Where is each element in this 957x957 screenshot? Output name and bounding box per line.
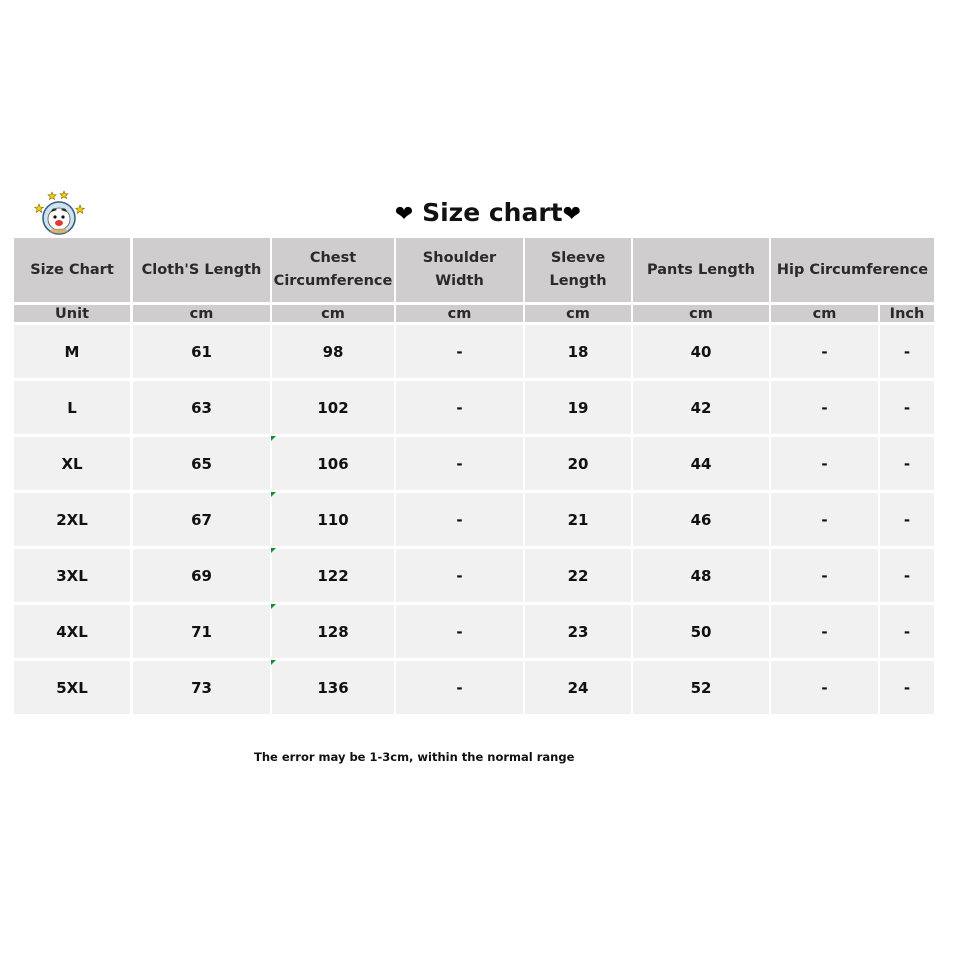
size-cell: M xyxy=(14,325,130,378)
chest-cell: 128 xyxy=(272,605,394,658)
chest-cell: 110 xyxy=(272,493,394,546)
hip-inch-cell: - xyxy=(880,605,934,658)
shoulder-cell: - xyxy=(396,437,523,490)
sleeve-cell: 22 xyxy=(525,549,631,602)
hip-cm-cell: - xyxy=(771,605,878,658)
hip-cm-cell: - xyxy=(771,437,878,490)
unit-shoulder: cm xyxy=(396,305,523,322)
shoulder-cell: - xyxy=(396,325,523,378)
cloth-length-cell: 71 xyxy=(133,605,270,658)
header-pants-length: Pants Length xyxy=(633,238,769,302)
sleeve-cell: 21 xyxy=(525,493,631,546)
chest-cell: 122 xyxy=(272,549,394,602)
cloth-length-cell: 73 xyxy=(133,661,270,714)
shoulder-cell: - xyxy=(396,381,523,434)
sleeve-cell: 18 xyxy=(525,325,631,378)
size-cell: 2XL xyxy=(14,493,130,546)
cloth-length-cell: 67 xyxy=(133,493,270,546)
hip-cm-cell: - xyxy=(771,493,878,546)
pants-cell: 42 xyxy=(633,381,769,434)
hip-inch-cell: - xyxy=(880,325,934,378)
sleeve-cell: 20 xyxy=(525,437,631,490)
unit-cloth-length: cm xyxy=(133,305,270,322)
heart-right-icon: ❤ xyxy=(562,202,582,227)
chest-cell: 98 xyxy=(272,325,394,378)
unit-pants: cm xyxy=(633,305,769,322)
unit-hip-cm: cm xyxy=(771,305,878,322)
mascot-logo-icon xyxy=(30,190,88,236)
cloth-length-cell: 63 xyxy=(133,381,270,434)
unit-hip-inch: Inch xyxy=(880,305,934,322)
hip-cm-cell: - xyxy=(771,381,878,434)
hip-inch-cell: - xyxy=(880,381,934,434)
hip-inch-cell: - xyxy=(880,493,934,546)
hip-inch-cell: - xyxy=(880,549,934,602)
header-chest-circumference: Chest Circumference xyxy=(272,238,394,302)
size-cell: 3XL xyxy=(14,549,130,602)
measurement-note: The error may be 1-3cm, within the normal range xyxy=(254,750,575,764)
shoulder-cell: - xyxy=(396,661,523,714)
chest-cell: 136 xyxy=(272,661,394,714)
pants-cell: 46 xyxy=(633,493,769,546)
header-sleeve-length: Sleeve Length xyxy=(525,238,631,302)
sleeve-cell: 23 xyxy=(525,605,631,658)
header-shoulder-width: Shoulder Width xyxy=(396,238,523,302)
sleeve-cell: 24 xyxy=(525,661,631,714)
pants-cell: 44 xyxy=(633,437,769,490)
hip-cm-cell: - xyxy=(771,549,878,602)
hip-inch-cell: - xyxy=(880,661,934,714)
pants-cell: 40 xyxy=(633,325,769,378)
cell-comment-marker-icon xyxy=(271,548,276,553)
size-cell: L xyxy=(14,381,130,434)
sleeve-cell: 19 xyxy=(525,381,631,434)
pants-cell: 52 xyxy=(633,661,769,714)
shoulder-cell: - xyxy=(396,605,523,658)
cloth-length-cell: 61 xyxy=(133,325,270,378)
header-cloth-length: Cloth'S Length xyxy=(133,238,270,302)
title-text: Size chart xyxy=(422,198,563,227)
page-title xyxy=(300,195,676,231)
cell-comment-marker-icon xyxy=(271,604,276,609)
unit-label: Unit xyxy=(14,305,130,322)
cloth-length-cell: 65 xyxy=(133,437,270,490)
cell-comment-marker-icon xyxy=(271,660,276,665)
header-hip-circumference: Hip Circumference xyxy=(771,238,934,302)
cell-comment-marker-icon xyxy=(271,492,276,497)
shoulder-cell: - xyxy=(396,549,523,602)
cloth-length-cell: 69 xyxy=(133,549,270,602)
chest-cell: 106 xyxy=(272,437,394,490)
cell-comment-marker-icon xyxy=(271,436,276,441)
size-cell: XL xyxy=(14,437,130,490)
header-size-chart: Size Chart xyxy=(14,238,130,302)
hip-cm-cell: - xyxy=(771,325,878,378)
unit-chest: cm xyxy=(272,305,394,322)
size-cell: 4XL xyxy=(14,605,130,658)
shoulder-cell: - xyxy=(396,493,523,546)
hip-inch-cell: - xyxy=(880,437,934,490)
pants-cell: 50 xyxy=(633,605,769,658)
chest-cell: 102 xyxy=(272,381,394,434)
size-cell: 5XL xyxy=(14,661,130,714)
unit-sleeve: cm xyxy=(525,305,631,322)
hip-cm-cell: - xyxy=(771,661,878,714)
heart-left-icon: ❤ xyxy=(394,202,414,227)
pants-cell: 48 xyxy=(633,549,769,602)
